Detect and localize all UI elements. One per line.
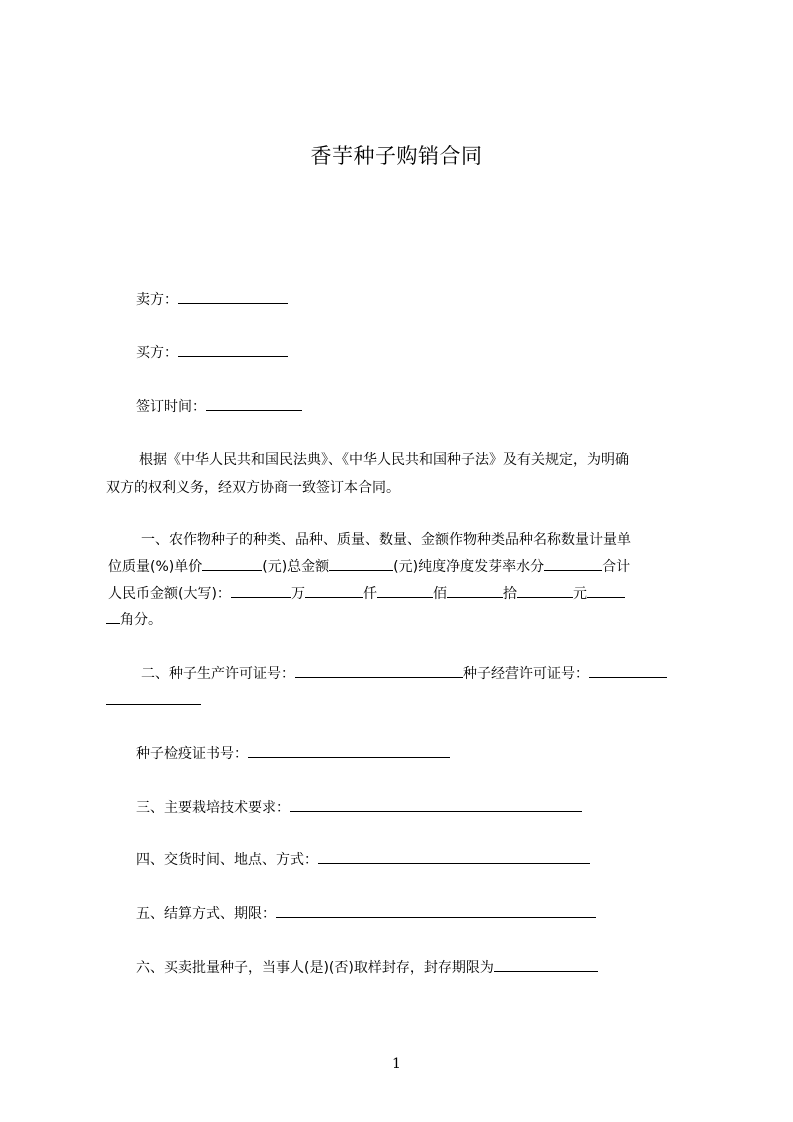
clause1-line-1: 一、农作物种子的种类、品种、质量、数量、金额作物种类品种名称数量计量单 bbox=[141, 532, 631, 548]
production-license-blank[interactable] bbox=[295, 662, 463, 678]
jiao-blank-b[interactable] bbox=[106, 608, 120, 624]
clause4-blank[interactable] bbox=[318, 848, 590, 864]
clause1-line-2 bbox=[106, 554, 708, 581]
yuan-blank[interactable] bbox=[517, 582, 573, 598]
wan-label: 万 bbox=[290, 586, 305, 602]
clause6-blank[interactable] bbox=[494, 956, 598, 972]
total-label: 合计 bbox=[602, 559, 631, 575]
clause4-line bbox=[106, 847, 736, 874]
shi-label: 拾 bbox=[502, 586, 517, 602]
clause1-line-3 bbox=[106, 581, 708, 608]
buyer-line bbox=[106, 340, 736, 367]
quarantine-blank[interactable] bbox=[248, 742, 450, 758]
preamble-line-1: 根据《中华人民共和国民法典》、《中华人民共和国种子法》及有关规定，为明确 bbox=[139, 452, 629, 468]
clause3-blank[interactable] bbox=[290, 796, 582, 812]
clause2-line-1 bbox=[106, 661, 741, 688]
clause5-line bbox=[106, 901, 736, 928]
total-amount-blank[interactable] bbox=[329, 555, 393, 571]
bai-label: 佰 bbox=[432, 586, 447, 602]
clause6-label: 六、买卖批量种子，当事人(是)(否)取样封存，封存期限为 bbox=[136, 960, 494, 976]
quarantine-line bbox=[106, 741, 736, 768]
qian-blank[interactable] bbox=[305, 582, 363, 598]
page-number: 1 bbox=[392, 1056, 401, 1072]
clause5-label: 五、结算方式、期限： bbox=[136, 906, 276, 922]
clause4-label: 四、交货时间、地点、方式： bbox=[136, 852, 318, 868]
quality-label: (元)纯度净度发芽率水分 bbox=[393, 559, 545, 575]
yuan-label: 元 bbox=[572, 586, 587, 602]
clause2-line-2 bbox=[106, 688, 706, 715]
seller-line bbox=[106, 287, 736, 314]
buyer-label: 买方： bbox=[136, 345, 178, 361]
shi-blank[interactable] bbox=[447, 582, 503, 598]
preamble-line-2: 双方的权利义务，经双方协商一致签订本合同。 bbox=[106, 480, 400, 496]
unit-price-blank[interactable] bbox=[202, 555, 262, 571]
bai-blank[interactable] bbox=[377, 582, 433, 598]
clause3-line bbox=[106, 795, 736, 822]
quality-blank[interactable] bbox=[544, 555, 602, 571]
total-amount-label: (元)总金额 bbox=[262, 559, 330, 575]
business-license-blank-a[interactable] bbox=[589, 662, 667, 678]
qian-label: 仟 bbox=[362, 586, 377, 602]
jiao-blank-a[interactable] bbox=[587, 582, 625, 598]
rmb-amount-label: 人民币金额(大写)： bbox=[108, 586, 231, 602]
clause5-blank[interactable] bbox=[276, 902, 596, 918]
quarantine-label: 种子检疫证书号： bbox=[136, 746, 248, 762]
clause3-label: 三、主要栽培技术要求： bbox=[136, 800, 290, 816]
clause1-line-4 bbox=[106, 607, 706, 634]
signing-time-line bbox=[106, 394, 736, 421]
business-license-blank-b[interactable] bbox=[106, 689, 201, 705]
business-license-label: 种子经营许可证号： bbox=[463, 666, 589, 682]
unit-price-label: 位质量(%)单价 bbox=[108, 559, 203, 575]
wan-blank[interactable] bbox=[231, 582, 291, 598]
buyer-blank[interactable] bbox=[178, 341, 288, 357]
production-license-label: 二、种子生产许可证号： bbox=[141, 666, 295, 682]
contract-title: 香芋种子购销合同 bbox=[310, 144, 483, 168]
signing-time-blank[interactable] bbox=[206, 395, 302, 411]
jiao-fen-label: 角分。 bbox=[120, 612, 162, 628]
seller-label: 卖方： bbox=[136, 292, 178, 308]
seller-blank[interactable] bbox=[178, 288, 288, 304]
clause6-line bbox=[106, 955, 736, 982]
signing-time-label: 签订时间： bbox=[136, 399, 206, 415]
